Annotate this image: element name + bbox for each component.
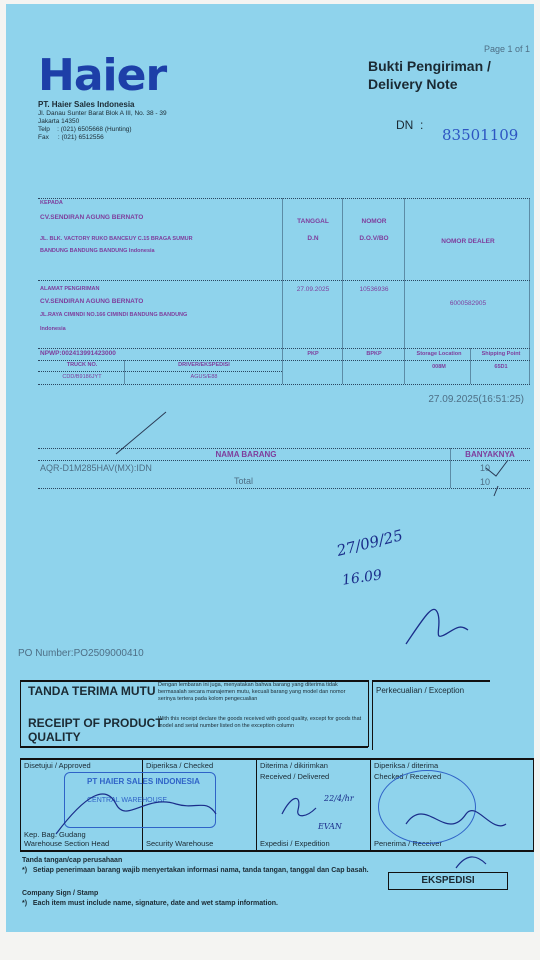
- receiver-label: Penerima / Receiver: [374, 839, 442, 848]
- handwritten-date: 27/09/25: [334, 526, 405, 560]
- item-name: AQR-D1M285HAV(MX):IDN: [40, 463, 152, 473]
- bpkp-label: BPKP: [366, 351, 382, 357]
- dn-label: DN :: [396, 118, 424, 132]
- truck-number: CDD/B9186JYT: [62, 374, 102, 380]
- warehouse-head-label: Kep. Bag. Gudang: [24, 830, 86, 839]
- sig-received-delivered-label-en: Received / Delivered: [260, 772, 330, 781]
- sig-checked-label: Diperiksa / Checked: [146, 761, 214, 770]
- handwritten-signature: [396, 594, 476, 654]
- dn-number: 83501109: [442, 126, 519, 144]
- company-address-1: Jl. Danau Sunter Barat Blok A III, No. 38 - 39: [38, 110, 167, 117]
- company-name: PT. Haier Sales Indonesia: [38, 100, 135, 109]
- delivery-note-paper: [6, 4, 534, 932]
- receipt-text-id: Dengan lembaran ini juga, menyatakan bahwa barang yang diterima tidak bermasalah secara manajemen mutu, kecuali barang yang model dan nomor serinya tertera pada kolom pengecualian: [158, 682, 346, 702]
- alamat-label: ALAMAT PENGIRIMAN: [40, 286, 100, 292]
- tanggal-header: TANGGAL: [297, 218, 329, 225]
- warehouse-head-label-en: Warehouse Section Head: [24, 839, 110, 848]
- dealer-header: NOMOR DEALER: [441, 238, 495, 245]
- shipping-point: 65D1: [494, 364, 508, 370]
- sig-checked-received-label: Diperiksa / diterima: [374, 761, 439, 770]
- sig-approved-label: Disetujui / Approved: [24, 761, 91, 770]
- copy-label: EKSPEDISI: [388, 872, 508, 890]
- truck-label: TRUCK NO.: [66, 362, 98, 368]
- total-value: 10: [480, 477, 491, 487]
- checkmark-line: [106, 406, 176, 456]
- nomor-header: NOMOR: [361, 218, 387, 225]
- handwritten-name: EVAN: [318, 822, 342, 831]
- sig-received-delivered-label: Diterima / dikirimkan: [260, 761, 328, 770]
- qty-checkmark: [482, 456, 512, 506]
- driver-name: AGUS/E88: [190, 374, 218, 380]
- print-timestamp: 27.09.2025(16:51:25): [428, 394, 524, 405]
- alamat-name: CV.SENDIRAN AGUNG BERNATO: [40, 298, 144, 305]
- page-label: Page 1 of 1: [483, 44, 530, 54]
- npwp: NPWP:002413991423000: [40, 350, 116, 357]
- driver-label: DRIVER/EKSPEDISI: [178, 362, 230, 368]
- nomor-sub: D.O.V/BO: [359, 235, 389, 242]
- kepada-address-2: BANDUNG BANDUNG BANDUNG Indonesia: [40, 248, 155, 254]
- expedition-label: Expedisi / Expedition: [260, 839, 330, 848]
- approved-signature: [46, 774, 246, 844]
- shipping-point-label: Shipping Point: [481, 351, 521, 357]
- pkp-label: PKP: [307, 351, 319, 357]
- security-warehouse-label: Security Warehouse: [146, 839, 214, 848]
- stamp-text-2: CENTRAL WAREHOUSE: [87, 797, 167, 804]
- company-fax: Fax : (021) 6512556: [38, 134, 104, 141]
- footer-note-1-title: Tanda tangan/cap perusahaan: [22, 857, 123, 864]
- company-address-2: Jakarta 14350: [38, 118, 80, 125]
- exception-label: Perkecualian / Exception: [376, 686, 465, 695]
- dealer-number: 6000582905: [449, 300, 487, 307]
- footer-note-1: *) Setiap penerimaan barang wajib menyertakan informasi nama, tanda tangan, tanggal dan Cap basah.: [22, 867, 369, 874]
- sig-checked-received-label-en: Checked / Received: [374, 772, 442, 781]
- storage-location-label: Storage Location: [416, 351, 462, 357]
- haier-logo: Haier: [38, 50, 167, 101]
- kepada-name: CV.SENDIRAN AGUNG BERNATO: [40, 214, 144, 221]
- items-header-qty: BANYAKNYA: [465, 450, 515, 459]
- receipt-title-en: RECEIPT OF PRODUCT: [28, 716, 163, 730]
- alamat-address-2: Indonesia: [40, 326, 66, 332]
- alamat-number: 10536936: [359, 286, 389, 293]
- kepada-address-1: JL. BLK. VACTORY RUKO BANCEUY C.15 BRAGA SUMUR: [40, 236, 193, 242]
- alamat-date: 27.09.2025: [296, 286, 330, 293]
- footer-note-2: *) Each item must include name, signature, date and wet stamp information.: [22, 900, 278, 907]
- receipt-title-id: TANDA TERIMA MUTU: [28, 684, 156, 698]
- expedition-signature: [276, 784, 356, 834]
- item-qty: 10: [480, 463, 491, 473]
- handwritten-time: 16.09: [341, 567, 384, 589]
- po-number: PO Number:PO2509000410: [18, 648, 144, 659]
- stamp-text: PT HAIER SALES INDONESIA: [87, 777, 200, 786]
- tanggal-sub: D.N: [307, 235, 319, 242]
- footer-note-2-title: Company Sign / Stamp: [22, 890, 99, 897]
- company-telp: Telp : (021) 6505668 (Hunting): [38, 126, 132, 133]
- receipt-title-en-2: QUALITY: [28, 730, 81, 744]
- receipt-text-en: With this receipt declare the goods received with good quality, except for goods that model and serial number listed on the exception column: [158, 716, 362, 729]
- storage-location: 008M: [432, 364, 446, 370]
- receiver-signature: [396, 784, 516, 874]
- doc-title-en: Delivery Note: [368, 76, 458, 92]
- total-label: Total: [234, 476, 254, 486]
- kepada-label: KEPADA: [40, 200, 63, 206]
- items-header-name: NAMA BARANG: [215, 450, 277, 459]
- doc-title: Bukti Pengiriman /: [368, 58, 491, 74]
- alamat-address-1: JL.RAYA CIMINDI NO.166 CIMINDI BANDUNG BANDUNG: [40, 312, 188, 318]
- handwritten-time-2: 22/4/hr: [324, 794, 354, 803]
